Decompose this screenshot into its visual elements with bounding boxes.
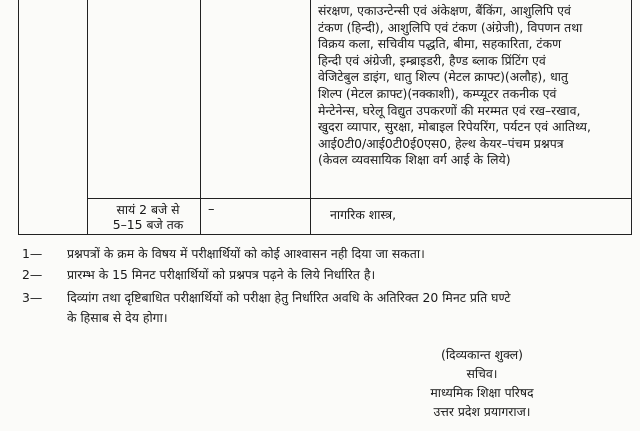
signatory-office: माध्यमिक शिक्षा परिषद: [430, 385, 534, 400]
table-left-border: [18, 0, 19, 234]
subject-list-cell: [318, 3, 624, 169]
note-text: दिव्यांग तथा दृष्टिबाधित परीक्षार्थियों को परीक्षा हेतु निर्धारित अवधि के अतिरिक्त 20 मिनट प्रति घण्टे: [67, 290, 511, 305]
signatory-name: (दिव्यकान्त शुक्ल): [440, 347, 523, 362]
note-3: [22, 289, 632, 329]
subject-list-line: विक्रय कला, सचिवीय पद्धति, बीमा, सहकारिता, टंकण: [318, 36, 562, 52]
note-text-continued: के हिसाब से देय होगा।: [67, 310, 168, 325]
subject-name: नागरिक शास्त्र,: [330, 207, 397, 222]
exam-time-end: 5–15 बजे तक: [112, 217, 184, 232]
subject-list-line: टंकण (हिन्दी), आशुलिपि एवं टंकण (अंग्रेजी), विपणन तथा: [318, 19, 583, 35]
exam-time-start: सायं 2 बजे से: [116, 202, 180, 217]
signature-block: [412, 345, 552, 421]
note-number: 2—: [22, 267, 43, 282]
signatory-place: उत्तर प्रदेश प्रयागराज।: [433, 404, 531, 419]
note-text: प्रारम्भ के 15 मिनट परीक्षार्थियों को प्रश्नपत्र पढ़ने के लिये निर्धारित है।: [67, 267, 376, 282]
exam-time-cell: [100, 202, 196, 232]
subject-list-line: (केवल व्यवसायिक शिक्षा वर्ग आई के लिये): [318, 152, 511, 168]
subject-list-line: हिन्दी एवं अंग्रेजी, इम्ब्राइडरी, हैण्ड ब्लाक प्रिंटिंग एवं: [318, 52, 546, 68]
empty-cell-dash: –: [208, 202, 215, 217]
subject-list-line: आई0टी0/आई0टी0ई0एस0, हेल्थ केयर–पंचम प्रश्नपत्र: [318, 135, 564, 151]
signatory-designation: सचिव।: [466, 366, 498, 381]
subject-list-line: शिल्प (मेटल क्राफ्ट)(नक्काशी), कम्प्यूटर तकनीक एवं: [318, 85, 557, 101]
note-2: [22, 266, 622, 284]
note-1: [22, 245, 622, 263]
table-bottom-border: [18, 234, 632, 235]
subject-list-line: खुदरा व्यापार, सुरक्षा, मोबाइल रिपेयरिंग, पर्यटन एवं आतिथ्य,: [318, 119, 591, 135]
note-number: 1—: [22, 246, 43, 261]
note-text: प्रश्नपत्रों के क्रम के विषय में परीक्षार्थियों को कोई आश्वासन नही दिया जा सकता।: [67, 246, 425, 261]
note-number: 3—: [22, 290, 43, 305]
subject-list-line: मेन्टेनेन्स, घरेलू विद्युत उपकरणों की मरम्मत एवं रख–रखाव,: [318, 102, 581, 118]
subject-list-line: वेजिटेबुल डाइंग, धातु शिल्प (मेटल क्राफ्ट)(अलौह), धातु: [318, 69, 568, 85]
table-row-divider: [87, 198, 632, 199]
subject-list-line: संरक्षण, एकाउन्टेन्सी एवं अंकेक्षण, बैंकिंग, आशुलिपि एवं: [318, 3, 571, 18]
